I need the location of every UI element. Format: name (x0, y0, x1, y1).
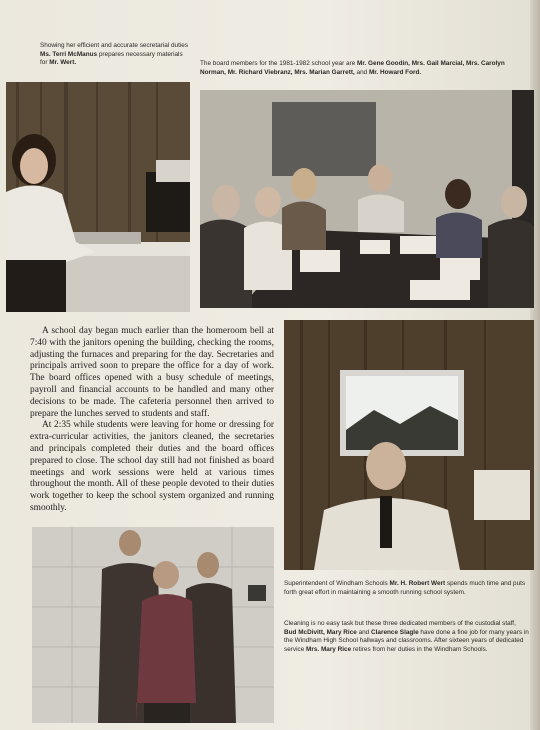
custodial-photo (32, 527, 274, 723)
superintendent-photo (284, 320, 534, 570)
secretary-caption: Showing her efficient and accurate secretarial duties Ms. Terri McManus prepares necessary materials for Mr. Wert. (40, 42, 189, 67)
board-caption: The board members for the 1981-1982 school year are Mr. Gene Goodin, Mrs. Gail Marcial, Mrs. Carolyn Norman, Mr. Richard Viebranz, Mrs. Marian Garrett, and Mr. Howard Ford. (200, 60, 505, 76)
body-text (30, 326, 274, 515)
custodial-caption: Cleaning is no easy task but these three dedicated members of the custodial staff, Bud McDivitt, Mary Rice and Clarence Slagle have done a fine job for many years in the Windham High School hallways and classrooms. After sixteen years of dedicated service Mrs. Mary Rice retires from her duties in the Windham Schools. (284, 620, 529, 653)
superintendent-caption: Superintendent of Windham Schools Mr. H. Robert Wert spends much time and puts forth great effort in maintaining a smooth running school system. (284, 580, 526, 596)
body-paragraph-1: A school day began much earlier than the homeroom bell at 7:40 with the janitors opening the building, checking the rooms, adjusting the furnaces and preparing for the day. Secretaries and principals arrived soon to prepare the office for a day of work. The board offices opened with a busy schedule of meetings, payroll and financial accounts to be handled and many other decisions to be made. The cafeteria personnel then arrived to prepare the lunches served to students and staff. (30, 326, 274, 419)
board-photo (200, 90, 534, 308)
secretary-photo (6, 82, 190, 312)
body-paragraph-2: At 2:35 while students were leaving for home or dressing for extra-curricular activities, the janitors cleaned, the secretaries and principals completed their duties and the board offices prepared to close. The school day still had not finished as board meetings and work sessions were held at various times throughout the month. All of these people devoted to their duties work together to keep the school system organized and running smoothly. (30, 420, 274, 513)
